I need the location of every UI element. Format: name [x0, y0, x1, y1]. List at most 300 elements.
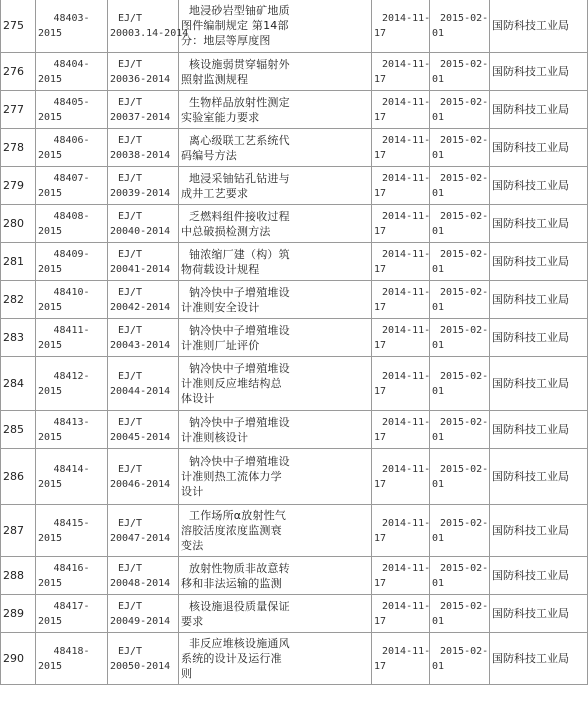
publish-date-cell	[430, 411, 490, 449]
department-cell	[490, 243, 588, 281]
table-row	[1, 91, 588, 129]
standard-number-prefix: EJ/T	[118, 58, 143, 70]
publish-date-cell	[430, 281, 490, 319]
publish-date-cell	[430, 243, 490, 281]
publish-date-part2: 01	[432, 478, 445, 490]
standard-number-prefix: EJ/T	[118, 286, 143, 298]
row-index-cell	[1, 281, 36, 319]
publish-date-part1: 2015-02-	[440, 58, 489, 70]
standard-title-line: 生物样品放射性测定	[189, 95, 290, 109]
standard-number-cell	[108, 0, 189, 53]
department-name: 国防科技工业局	[492, 103, 569, 116]
filing-number-part1: 48408-	[53, 210, 90, 222]
implement-date-part1: 2014-11-	[382, 12, 431, 24]
department-cell	[490, 357, 588, 411]
table-row	[1, 129, 588, 167]
filing-number-part1: 48417-	[53, 600, 90, 612]
row-index: 285	[3, 423, 24, 436]
standard-title-line: 要求	[181, 614, 204, 628]
standard-title-line: 计准则安全设计	[181, 300, 260, 314]
filing-number-part2: 2015	[38, 577, 63, 589]
table-row	[1, 243, 588, 281]
publish-date-cell	[430, 505, 490, 557]
implement-date-part2: 17	[374, 577, 387, 589]
standard-number-code: 20049-2014	[110, 615, 171, 627]
standard-number-code: 20037-2014	[110, 111, 171, 123]
standard-title-line: 体设计	[181, 392, 215, 405]
publish-date-part1: 2015-02-	[440, 172, 489, 184]
department-name: 国防科技工业局	[492, 141, 569, 154]
publish-date-cell	[430, 129, 490, 167]
implement-date-part2: 17	[374, 660, 387, 672]
filing-number-cell	[36, 0, 108, 53]
department-cell	[490, 129, 588, 167]
filing-number-part2: 2015	[38, 385, 63, 397]
standard-title-line: 非反应堆核设施通风	[189, 637, 290, 650]
row-index: 275	[3, 19, 24, 32]
implement-date-cell	[372, 411, 430, 449]
standard-number-code: 20040-2014	[110, 225, 171, 237]
implement-date-part1: 2014-11-	[382, 172, 431, 184]
standard-title-cell	[179, 357, 372, 411]
publish-date-part2: 01	[432, 187, 445, 199]
filing-number-part2: 2015	[38, 532, 63, 544]
department-name: 国防科技工业局	[492, 293, 569, 306]
implement-date-cell	[372, 53, 430, 91]
publish-date-part1: 2015-02-	[440, 370, 489, 382]
publish-date-part2: 01	[432, 263, 445, 275]
row-index-cell	[1, 0, 36, 53]
standard-number-prefix: EJ/T	[118, 645, 143, 657]
department-cell	[490, 633, 588, 685]
standard-title-cell	[179, 205, 372, 243]
standard-number-prefix: EJ/T	[118, 210, 143, 222]
standard-number-cell	[108, 205, 179, 243]
implement-date-part2: 17	[374, 187, 387, 199]
filing-number-cell	[36, 205, 108, 243]
standard-number-cell	[108, 167, 179, 205]
filing-number-cell	[36, 319, 108, 357]
standard-number-prefix: EJ/T	[118, 134, 143, 146]
implement-date-cell	[372, 167, 430, 205]
standard-number-code: 20043-2014	[110, 339, 171, 351]
standard-title-line: 系统的设计及运行准	[181, 652, 282, 665]
table-row	[1, 0, 588, 53]
filing-number-part1: 48414-	[53, 463, 90, 475]
standard-title-cell	[179, 129, 372, 167]
implement-date-cell	[372, 357, 430, 411]
publish-date-cell	[430, 557, 490, 595]
standard-number-cell	[108, 633, 179, 685]
implement-date-part2: 17	[374, 431, 387, 443]
table-row	[1, 449, 588, 505]
publish-date-part1: 2015-02-	[440, 12, 489, 24]
implement-date-part1: 2014-11-	[382, 248, 431, 260]
publish-date-cell	[430, 357, 490, 411]
row-index-cell	[1, 505, 36, 557]
department-name: 国防科技工业局	[492, 331, 569, 344]
filing-number-part2: 2015	[38, 478, 63, 490]
standard-number-cell	[108, 281, 179, 319]
filing-number-part2: 2015	[38, 187, 63, 199]
publish-date-part2: 01	[432, 27, 445, 39]
filing-number-cell	[36, 91, 108, 129]
table-row	[1, 281, 588, 319]
implement-date-part2: 17	[374, 339, 387, 351]
implement-date-part1: 2014-11-	[382, 58, 431, 70]
implement-date-part2: 17	[374, 73, 387, 85]
standard-title-line: 计准则核设计	[181, 430, 249, 444]
standard-number-code: 20045-2014	[110, 431, 171, 443]
standard-title-cell	[179, 281, 372, 319]
standard-title-line: 则	[181, 667, 193, 680]
standard-number-cell	[108, 91, 179, 129]
table-body	[1, 0, 588, 685]
standard-title-cell	[179, 91, 372, 129]
row-index: 282	[3, 293, 24, 306]
filing-number-cell	[36, 281, 108, 319]
publish-date-part1: 2015-02-	[440, 248, 489, 260]
filing-number-part1: 48418-	[53, 645, 90, 657]
table-row	[1, 319, 588, 357]
standard-number-code: 20038-2014	[110, 149, 171, 161]
standard-title-line: 中总破损检测方法	[181, 224, 271, 238]
publish-date-part2: 01	[432, 111, 445, 123]
standard-title-line: 图件编制规定 第14部	[181, 19, 289, 32]
publish-date-cell	[430, 53, 490, 91]
standard-title-cell	[179, 557, 372, 595]
implement-date-cell	[372, 91, 430, 129]
department-cell	[490, 0, 588, 53]
table-row	[1, 357, 588, 411]
standard-number-prefix: EJ/T	[118, 248, 143, 260]
standard-number-cell	[108, 319, 179, 357]
standard-title-line: 计准则热工流体力学	[181, 470, 282, 483]
row-index-cell	[1, 205, 36, 243]
standard-number-code: 20003.14-2014	[110, 27, 189, 39]
standard-number-code: 20044-2014	[110, 385, 171, 397]
department-name: 国防科技工业局	[492, 569, 569, 582]
standard-number-cell	[108, 449, 179, 505]
implement-date-part1: 2014-11-	[382, 324, 431, 336]
standard-title-cell	[179, 411, 372, 449]
standard-number-code: 20048-2014	[110, 577, 171, 589]
publish-date-part2: 01	[432, 301, 445, 313]
standard-title-line: 码编号方法	[181, 148, 237, 162]
publish-date-part1: 2015-02-	[440, 324, 489, 336]
standard-title-line: 钠冷快中子增殖堆设	[189, 285, 290, 299]
publish-date-cell	[430, 449, 490, 505]
row-index-cell	[1, 243, 36, 281]
filing-number-part1: 48412-	[53, 370, 90, 382]
publish-date-cell	[430, 633, 490, 685]
publish-date-part1: 2015-02-	[440, 600, 489, 612]
filing-number-cell	[36, 243, 108, 281]
standard-title-line: 铀浓缩厂建（构）筑	[189, 247, 290, 261]
standard-number-cell	[108, 411, 179, 449]
row-index: 283	[3, 331, 24, 344]
publish-date-part1: 2015-02-	[440, 96, 489, 108]
table-row	[1, 633, 588, 685]
implement-date-cell	[372, 595, 430, 633]
filing-number-part2: 2015	[38, 301, 63, 313]
row-index: 287	[3, 524, 24, 537]
table-row	[1, 205, 588, 243]
filing-number-part2: 2015	[38, 27, 63, 39]
department-name: 国防科技工业局	[492, 377, 569, 390]
implement-date-part1: 2014-11-	[382, 600, 431, 612]
department-name: 国防科技工业局	[492, 470, 569, 483]
filing-number-part1: 48405-	[53, 96, 90, 108]
standard-title-line: 核设施弱贯穿辐射外	[189, 57, 290, 71]
publish-date-part2: 01	[432, 577, 445, 589]
row-index: 277	[3, 103, 24, 116]
implement-date-part1: 2014-11-	[382, 96, 431, 108]
standard-title-line: 钠冷快中子增殖堆设	[189, 455, 290, 468]
implement-date-cell	[372, 449, 430, 505]
standard-number-prefix: EJ/T	[118, 463, 143, 475]
filing-number-cell	[36, 129, 108, 167]
filing-number-part2: 2015	[38, 660, 63, 672]
implement-date-part2: 17	[374, 301, 387, 313]
standard-number-prefix: EJ/T	[118, 517, 143, 529]
standard-number-cell	[108, 557, 179, 595]
filing-number-part2: 2015	[38, 339, 63, 351]
implement-date-cell	[372, 505, 430, 557]
filing-number-part1: 48411-	[53, 324, 90, 336]
table-row	[1, 53, 588, 91]
standard-number-code: 20039-2014	[110, 187, 171, 199]
publish-date-cell	[430, 167, 490, 205]
implement-date-part1: 2014-11-	[382, 562, 431, 574]
department-name: 国防科技工业局	[492, 179, 569, 192]
standard-number-prefix: EJ/T	[118, 96, 143, 108]
filing-number-part2: 2015	[38, 615, 63, 627]
standard-number-code: 20047-2014	[110, 532, 171, 544]
row-index: 279	[3, 179, 24, 192]
row-index-cell	[1, 633, 36, 685]
filing-number-part1: 48409-	[53, 248, 90, 260]
implement-date-part1: 2014-11-	[382, 210, 431, 222]
standard-title-cell	[179, 243, 372, 281]
publish-date-part2: 01	[432, 431, 445, 443]
standard-number-cell	[108, 505, 179, 557]
implement-date-part2: 17	[374, 615, 387, 627]
filing-number-cell	[36, 411, 108, 449]
publish-date-part2: 01	[432, 532, 445, 544]
publish-date-part2: 01	[432, 225, 445, 237]
filing-number-part1: 48407-	[53, 172, 90, 184]
standard-title-line: 分：地层等厚度图	[181, 34, 271, 47]
row-index-cell	[1, 449, 36, 505]
implement-date-cell	[372, 557, 430, 595]
table-row	[1, 411, 588, 449]
table-row	[1, 595, 588, 633]
filing-number-part1: 48415-	[53, 517, 90, 529]
department-cell	[490, 449, 588, 505]
standard-title-line: 工作场所α放射性气	[189, 509, 287, 522]
standard-title-line: 离心级联工艺系统代	[189, 133, 290, 147]
standard-title-cell	[179, 633, 372, 685]
filing-number-cell	[36, 53, 108, 91]
standard-title-line: 钠冷快中子增殖堆设	[189, 415, 290, 429]
implement-date-cell	[372, 129, 430, 167]
filing-number-part2: 2015	[38, 431, 63, 443]
filing-number-part1: 48410-	[53, 286, 90, 298]
implement-date-part2: 17	[374, 385, 387, 397]
table-row	[1, 557, 588, 595]
standard-title-line: 地浸砂岩型铀矿地质	[189, 4, 290, 17]
publish-date-part1: 2015-02-	[440, 645, 489, 657]
standard-title-line: 核设施退役质量保证	[189, 599, 290, 613]
department-cell	[490, 319, 588, 357]
standard-number-cell	[108, 357, 179, 411]
filing-number-part1: 48416-	[53, 562, 90, 574]
filing-number-part2: 2015	[38, 225, 63, 237]
department-cell	[490, 167, 588, 205]
implement-date-cell	[372, 0, 430, 53]
filing-number-part2: 2015	[38, 111, 63, 123]
department-name: 国防科技工业局	[492, 652, 569, 665]
standard-number-prefix: EJ/T	[118, 12, 143, 24]
implement-date-part2: 17	[374, 111, 387, 123]
standard-title-line: 照射监测规程	[181, 72, 249, 86]
publish-date-part1: 2015-02-	[440, 416, 489, 428]
implement-date-part2: 17	[374, 27, 387, 39]
standard-number-prefix: EJ/T	[118, 600, 143, 612]
standard-title-cell	[179, 0, 372, 53]
standard-number-cell	[108, 595, 179, 633]
standard-title-line: 地浸采铀钻孔钻进与	[189, 171, 290, 185]
row-index: 286	[3, 470, 24, 483]
publish-date-part2: 01	[432, 73, 445, 85]
standard-title-line: 物荷载设计规程	[181, 262, 260, 276]
department-name: 国防科技工业局	[492, 65, 569, 78]
publish-date-part1: 2015-02-	[440, 134, 489, 146]
row-index-cell	[1, 129, 36, 167]
department-cell	[490, 53, 588, 91]
implement-date-part1: 2014-11-	[382, 517, 431, 529]
standard-title-cell	[179, 505, 372, 557]
row-index: 280	[3, 217, 24, 230]
standard-number-prefix: EJ/T	[118, 370, 143, 382]
row-index: 276	[3, 65, 24, 78]
filing-number-part2: 2015	[38, 149, 63, 161]
publish-date-part2: 01	[432, 385, 445, 397]
standard-number-code: 20050-2014	[110, 660, 171, 672]
standard-title-line: 钠冷快中子增殖堆设	[189, 323, 290, 337]
department-cell	[490, 411, 588, 449]
implement-date-part1: 2014-11-	[382, 416, 431, 428]
standard-title-cell	[179, 167, 372, 205]
implement-date-part2: 17	[374, 532, 387, 544]
department-cell	[490, 505, 588, 557]
implement-date-cell	[372, 243, 430, 281]
filing-number-cell	[36, 357, 108, 411]
filing-number-part1: 48413-	[53, 416, 90, 428]
standard-number-code: 20036-2014	[110, 73, 171, 85]
department-name: 国防科技工业局	[492, 423, 569, 436]
row-index: 290	[3, 652, 24, 665]
department-cell	[490, 281, 588, 319]
row-index: 284	[3, 377, 24, 390]
implement-date-part1: 2014-11-	[382, 286, 431, 298]
implement-date-part2: 17	[374, 225, 387, 237]
department-cell	[490, 91, 588, 129]
department-cell	[490, 205, 588, 243]
row-index: 278	[3, 141, 24, 154]
standard-title-line: 计准则厂址评价	[181, 338, 260, 352]
standard-title-line: 放射性物质非故意转	[189, 561, 290, 575]
standard-title-line: 实验室能力要求	[181, 110, 260, 124]
publish-date-part1: 2015-02-	[440, 286, 489, 298]
filing-number-cell	[36, 505, 108, 557]
department-name: 国防科技工业局	[492, 217, 569, 230]
table-row	[1, 505, 588, 557]
implement-date-part2: 17	[374, 263, 387, 275]
implement-date-cell	[372, 633, 430, 685]
publish-date-part2: 01	[432, 660, 445, 672]
standard-number-cell	[108, 129, 179, 167]
standard-number-code: 20042-2014	[110, 301, 171, 313]
filing-number-cell	[36, 557, 108, 595]
publish-date-cell	[430, 0, 490, 53]
standard-title-line: 成井工艺要求	[181, 186, 249, 200]
implement-date-part2: 17	[374, 478, 387, 490]
publish-date-part1: 2015-02-	[440, 562, 489, 574]
standard-title-cell	[179, 595, 372, 633]
implement-date-part1: 2014-11-	[382, 645, 431, 657]
row-index-cell	[1, 357, 36, 411]
row-index-cell	[1, 595, 36, 633]
implement-date-cell	[372, 319, 430, 357]
standard-title-line: 乏燃料组件接收过程	[189, 209, 290, 223]
department-cell	[490, 557, 588, 595]
publish-date-cell	[430, 319, 490, 357]
department-name: 国防科技工业局	[492, 19, 569, 32]
row-index-cell	[1, 411, 36, 449]
standard-number-code: 20046-2014	[110, 478, 171, 490]
implement-date-part1: 2014-11-	[382, 134, 431, 146]
department-cell	[490, 595, 588, 633]
standard-number-prefix: EJ/T	[118, 172, 143, 184]
implement-date-part1: 2014-11-	[382, 463, 431, 475]
row-index: 289	[3, 607, 24, 620]
row-index: 281	[3, 255, 24, 268]
implement-date-cell	[372, 281, 430, 319]
department-name: 国防科技工业局	[492, 524, 569, 537]
standard-title-line: 钠冷快中子增殖堆设	[189, 362, 290, 375]
implement-date-part1: 2014-11-	[382, 370, 431, 382]
department-name: 国防科技工业局	[492, 607, 569, 620]
standard-title-line: 计准则反应堆结构总	[181, 377, 282, 390]
filing-number-cell	[36, 449, 108, 505]
filing-number-cell	[36, 633, 108, 685]
standard-title-line: 设计	[181, 485, 204, 498]
publish-date-part1: 2015-02-	[440, 463, 489, 475]
row-index-cell	[1, 319, 36, 357]
row-index-cell	[1, 167, 36, 205]
standard-number-prefix: EJ/T	[118, 416, 143, 428]
standard-title-line: 变法	[181, 539, 204, 552]
filing-number-cell	[36, 167, 108, 205]
standard-title-line: 溶胶活度浓度监测衰	[181, 524, 282, 537]
row-index-cell	[1, 53, 36, 91]
filing-number-part2: 2015	[38, 73, 63, 85]
table-row	[1, 167, 588, 205]
filing-number-part1: 48404-	[53, 58, 90, 70]
publish-date-part2: 01	[432, 615, 445, 627]
